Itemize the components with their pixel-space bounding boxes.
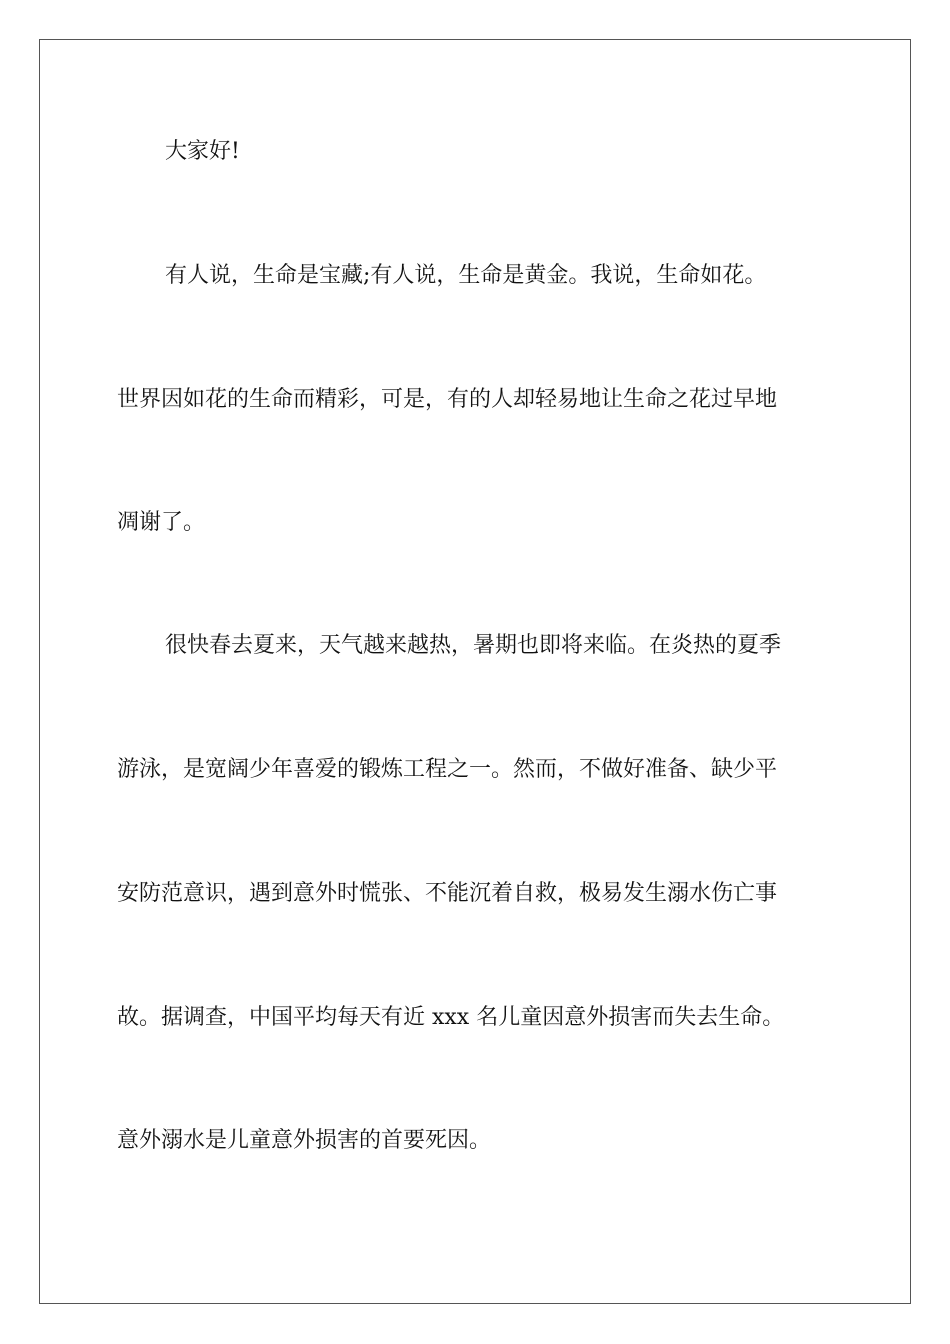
- page-frame: [39, 39, 911, 1304]
- paragraph-line: 故。据调查，中国平均每天有近 xxx 名儿童因意外损害而失去生命。: [117, 1005, 785, 1030]
- paragraph-line: 安防范意识，遇到意外时慌张、不能沉着自救，极易发生溺水伤亡事: [117, 881, 778, 906]
- paragraph-line: 有人说，生命是宝藏;有人说，生命是黄金。我说，生命如花。: [165, 263, 767, 288]
- greeting-line: 大家好!: [165, 139, 240, 164]
- paragraph-line: 凋谢了。: [117, 510, 206, 535]
- paragraph-line: 游泳，是宽阔少年喜爱的锻炼工程之一。然而，不做好准备、缺少平: [117, 757, 778, 782]
- paragraph-line: 很快春去夏来，天气越来越热，暑期也即将来临。在炎热的夏季: [165, 633, 782, 658]
- paragraph-line: 世界因如花的生命而精彩，可是，有的人却轻易地让生命之花过早地: [117, 387, 778, 412]
- paragraph-line: 意外溺水是儿童意外损害的首要死因。: [117, 1128, 492, 1153]
